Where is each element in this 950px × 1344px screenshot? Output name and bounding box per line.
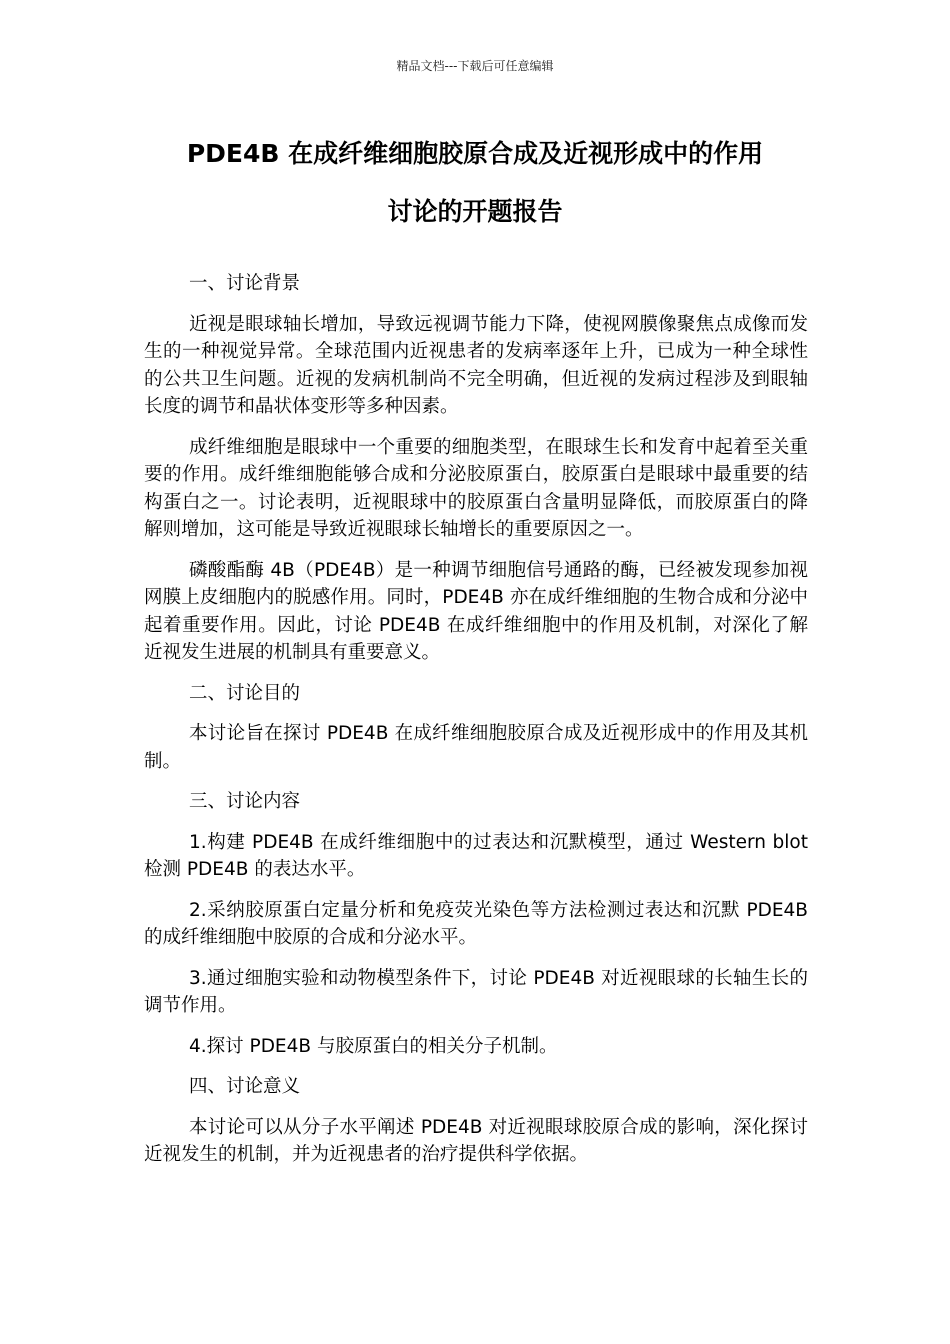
content-item-4: 4.探讨 PDE4B 与胶原蛋白的相关分子机制。 [189, 1035, 558, 1057]
paragraph-purpose: 本讨论旨在探讨 PDE4B 在成纤维细胞胶原合成及近视形成中的作用及其机制。 [144, 723, 808, 772]
section-heading-content: 三、讨论内容 [189, 791, 301, 812]
paragraph-background-2: 成纤维细胞是眼球中一个重要的细胞类型，在眼球生长和发育中起着至关重要的作用。成纤维细胞能够合成和分泌胶原蛋白，胶原蛋白是眼球中最重要的结构蛋白之一。讨论表明，近视眼球中的胶原蛋白含量明显降低，而胶原蛋白的降解则增加，这可能是导致近视眼球长轴增长的重要原因之一。 [144, 436, 808, 540]
content-item-1: 1.构建 PDE4B 在成纤维细胞中的过表达和沉默模型，通过 Western blot 检测 PDE4B 的表达水平。 [144, 831, 808, 880]
content-item-3: 3.通过细胞实验和动物模型条件下，讨论 PDE4B 对近视眼球的长轴生长的调节作用。 [144, 967, 808, 1016]
section-heading-significance: 四、讨论意义 [189, 1076, 301, 1097]
paragraph-background-3: 磷酸酯酶 4B（PDE4B）是一种调节细胞信号通路的酶，已经被发现参加视网膜上皮细胞内的脱感作用。同时，PDE4B 亦在成纤维细胞的生物合成和分泌中起着重要作用。因此，讨论 PDE4B 在成纤维细胞中的作用及机制，对深化了解近视发生进展的机制具有重要意义。 [144, 559, 808, 663]
content-item-2: 2.采纳胶原蛋白定量分析和免疫荧光染色等方法检测过表达和沉默 PDE4B 的成纤维细胞中胶原的合成和分泌水平。 [144, 899, 808, 948]
paragraph-significance: 本讨论可以从分子水平阐述 PDE4B 对近视眼球胶原合成的影响，深化探讨近视发生的机制，并为近视患者的治疗提供科学依据。 [144, 1116, 808, 1165]
section-heading-purpose: 二、讨论目的 [189, 682, 301, 704]
document-body [144, 270, 808, 1182]
section-heading-background: 一、讨论背景 [189, 273, 301, 294]
document-title-line1: PDE4B 在成纤维细胞胶原合成及近视形成中的作用 [186, 139, 764, 168]
paragraph-background-1: 近视是眼球轴长增加，导致远视调节能力下降，使视网膜像聚焦点成像而发生的一种视觉异常。全球范围内近视患者的发病率逐年上升，已成为一种全球性的公共卫生问题。近视的发病机制尚不完全明确，但近视的发病过程涉及到眼轴长度的调节和晶状体变形等多种因素。 [144, 313, 808, 417]
header-note: 精品文档---下载后可任意编辑 [396, 59, 554, 73]
document-title-line2: 讨论的开题报告 [387, 197, 563, 226]
